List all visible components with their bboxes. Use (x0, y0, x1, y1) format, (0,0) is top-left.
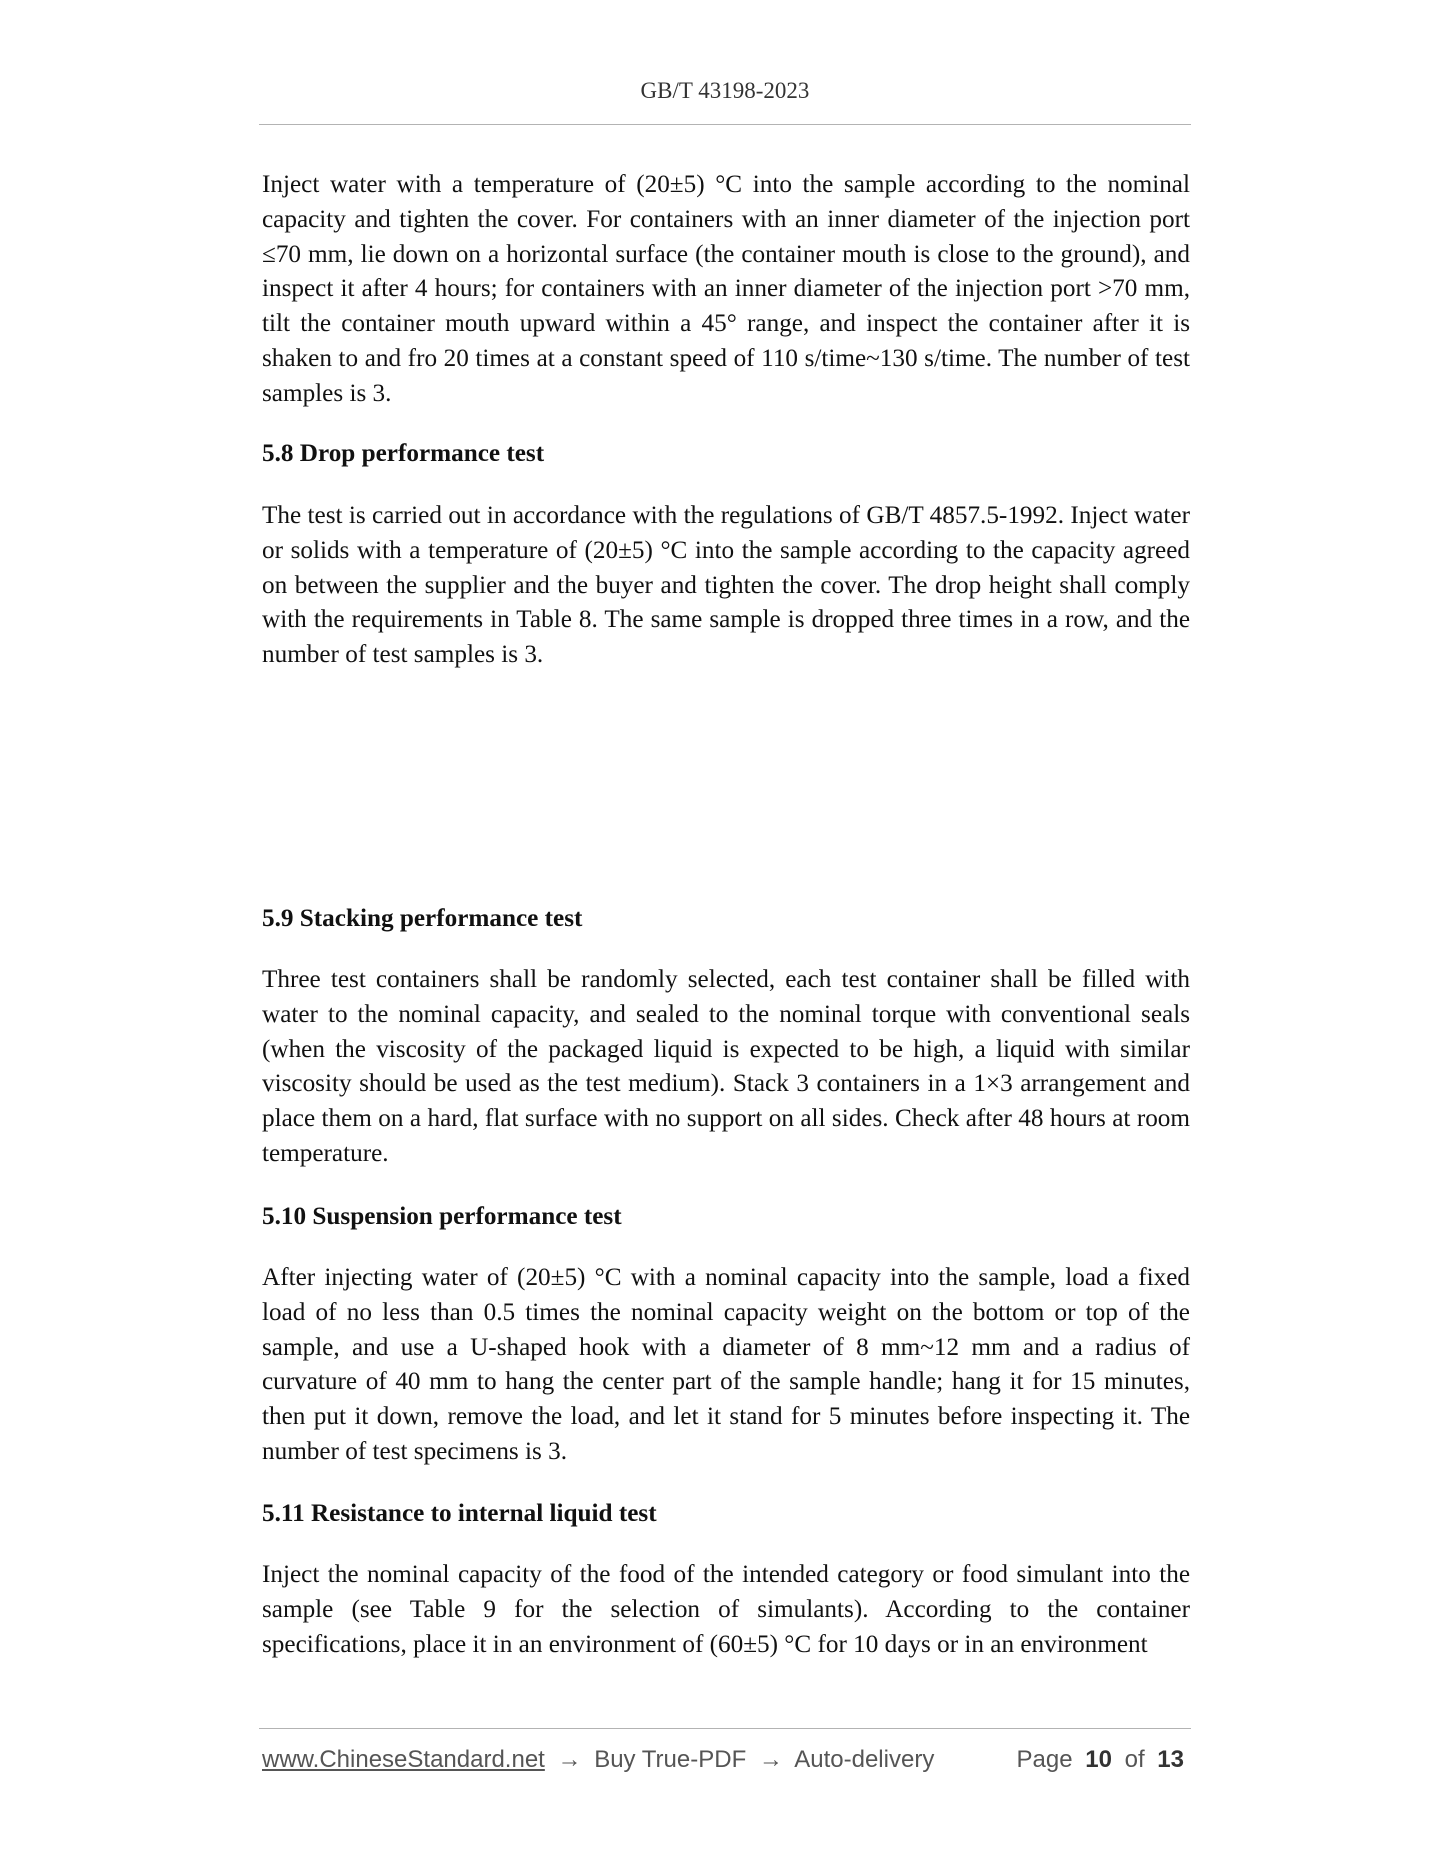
section-5-9-body-block (262, 963, 1190, 1172)
section-5-11-heading: 5.11 Resistance to internal liquid test (262, 1500, 657, 1527)
current-page-number: 10 (1085, 1746, 1112, 1773)
page-indicator (1017, 1746, 1191, 1774)
section-5-11-body-block (262, 1558, 1190, 1662)
page-label: Page (1016, 1746, 1073, 1773)
of-label: of (1124, 1746, 1145, 1773)
site-link[interactable]: www.ChineseStandard.net (262, 1746, 545, 1773)
section-5-8-body: The test is carried out in accordance with the regulations of GB/T 4857.5-1992. Inject water or solids with a temperature of (20±5) °C into the sample according to the capacity agreed on between the supplier and the buyer and tighten the cover. The drop height shall comply with the requirements in Table 8. The same sample is dropped three times in a row, and the number of test samples is 3. (262, 502, 1190, 669)
section-5-9-body: Three test containers shall be randomly selected, each test container shall be filled with water to the nominal capacity, and sealed to the nominal torque with conventional seals (when the viscosity of the packaged liquid is expected to be high, a liquid with similar viscosity should be used as the test medium). Stack 3 containers in a 1×3 arrangement and place them on a hard, flat surface with no support on all sides. Check after 48 hours at room temperature. (262, 966, 1190, 1167)
section-5-9-heading: 5.9 Stacking performance test (262, 905, 583, 932)
footer-divider (259, 1728, 1191, 1729)
section-5-10-heading: 5.10 Suspension performance test (262, 1203, 622, 1230)
section-5-10-body: After injecting water of (20±5) °C with a nominal capacity into the sample, load a fixed load of no less than 0.5 times the nominal capacity weight on the bottom or top of the sample, and use a U-shaped hook with a diameter of 8 mm~12 mm and a radius of curvature of 40 mm to hang the center part of the sample handle; hang it for 15 minutes, then put it down, remove the load, and let it stand for 5 minutes before inspecting it. The number of test specimens is 3. (262, 1264, 1190, 1465)
total-page-count: 13 (1157, 1746, 1184, 1773)
section-5-10 (262, 1200, 1190, 1235)
section-5-10-body-block (262, 1261, 1190, 1470)
section-5-8 (262, 437, 1190, 472)
page-footer (262, 1746, 1190, 1774)
section-5-11-body: Inject the nominal capacity of the food of the intended category or food simulant into the sample (see Table 9 for the selection of simulants). According to the container specifications, place it in an environment of (60±5) °C for 10 days or in an environment (262, 1561, 1190, 1658)
buy-true-pdf-text: Buy True-PDF (594, 1746, 747, 1773)
document-header: GB/T 43198-2023 (640, 78, 810, 103)
arrow-right-icon: → (557, 1746, 582, 1773)
section-5-8-heading: 5.8 Drop performance test (262, 440, 545, 467)
intro-block (262, 168, 1190, 412)
section-5-9 (262, 902, 1190, 937)
arrow-right-icon: → (758, 1746, 783, 1773)
intro-paragraph: Inject water with a temperature of (20±5) °C into the sample according to the nominal capacity and tighten the cover. For containers with an inner diameter of the injection port ≤70 mm, lie down on a horizontal surface (the container mouth is close to the ground), and inspect it after 4 hours; for containers with an inner diameter of the injection port >70 mm, tilt the container mouth upward within a 45° range, and inspect the container after it is shaken to and fro 20 times at a constant speed of 110 s/time~130 s/time. The number of test samples is 3. (262, 171, 1190, 407)
auto-delivery-text: Auto-delivery (794, 1746, 935, 1773)
section-5-11 (262, 1497, 1190, 1532)
header-divider (259, 124, 1191, 125)
section-5-8-body-block (262, 499, 1190, 673)
footer-left (262, 1746, 934, 1774)
